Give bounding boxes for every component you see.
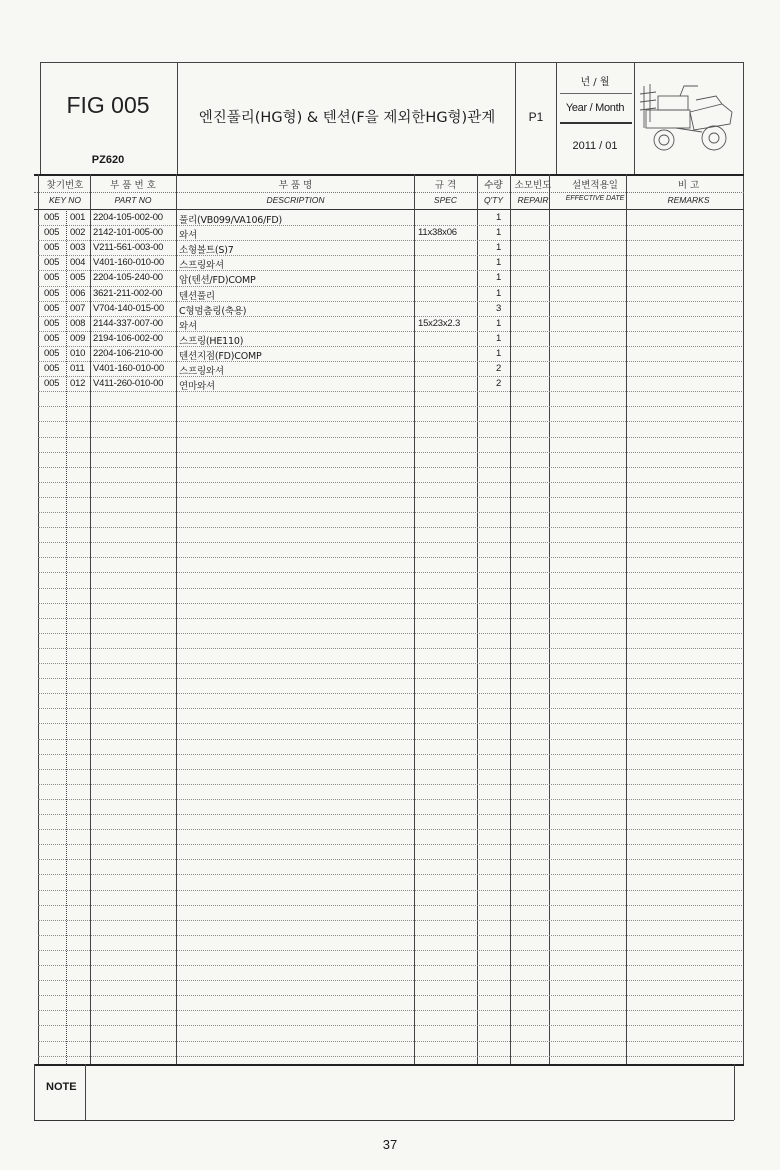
- cell-part-no: 3621-211-002-00: [93, 287, 163, 299]
- cell-fig: 005: [44, 317, 60, 329]
- page-number: 37: [382, 1137, 398, 1152]
- col-line-date-remarks: [626, 174, 627, 1064]
- note-box-left: [34, 1064, 35, 1120]
- row-rule: [38, 391, 742, 392]
- cell-key-no: 005: [70, 272, 86, 284]
- figure-code: FIG 005: [66, 92, 150, 118]
- cell-description: 연마와셔: [179, 381, 215, 393]
- cell-part-no: 2142-101-005-00: [93, 227, 163, 239]
- cell-description: C형멈춤링(축용): [179, 305, 247, 317]
- cell-part-no: 2204-105-002-00: [93, 212, 163, 223]
- row-rule: [38, 557, 742, 558]
- cell-fig: 005: [44, 302, 60, 314]
- cell-key-no: 002: [70, 227, 86, 239]
- row-rule: [38, 346, 742, 347]
- cell-part-no: V401-160-010-00: [93, 363, 164, 374]
- cell-fig: 005: [44, 378, 60, 390]
- col-line-desc-spec: [414, 174, 415, 1064]
- column-header-keyno-kr: 찾기번호: [46, 180, 84, 191]
- row-rule: [38, 1010, 742, 1011]
- year-month-value: 2011 / 01: [572, 140, 618, 152]
- row-rule: [38, 225, 742, 226]
- cell-qty: 3: [496, 302, 502, 314]
- cell-fig: 005: [44, 242, 60, 254]
- table-bottom-rule: [34, 1064, 744, 1066]
- cell-key-no: 009: [70, 332, 86, 344]
- model-code: PZ620: [91, 154, 125, 166]
- column-header-partno: PART NO: [114, 195, 152, 205]
- row-rule: [38, 663, 742, 664]
- cell-qty: 1: [496, 227, 502, 239]
- cell-qty: 1: [496, 272, 502, 284]
- cell-key-no: 010: [70, 347, 86, 359]
- col-line-qty-repair: [510, 174, 511, 1064]
- year-month-label-en: Year / Month: [565, 102, 625, 114]
- row-rule: [38, 633, 742, 634]
- row-rule: [38, 618, 742, 619]
- row-rule: [38, 754, 742, 755]
- frame-right: [743, 62, 744, 1064]
- col-line-repair-date: [549, 174, 550, 1064]
- cell-fig: 005: [44, 272, 60, 284]
- column-header-effective-date-kr: 설변적용일: [572, 180, 618, 191]
- row-rule: [38, 255, 742, 256]
- cell-key-no: 004: [70, 257, 86, 269]
- col-line-left: [38, 174, 39, 1064]
- cell-part-no: V211-561-003-00: [93, 242, 164, 254]
- cell-description: 스프링와셔: [179, 366, 224, 377]
- page-label: P1: [528, 110, 544, 124]
- row-rule: [38, 859, 742, 860]
- row-rule: [38, 829, 742, 830]
- row-rule: [38, 769, 742, 770]
- row-rule: [38, 935, 742, 936]
- cell-fig: 005: [44, 212, 60, 223]
- cell-key-no: 007: [70, 302, 86, 314]
- cell-key-no: 008: [70, 317, 86, 329]
- row-rule: [38, 421, 742, 422]
- row-rule: [38, 905, 742, 906]
- cell-key-no: 011: [70, 363, 85, 374]
- cell-part-no: V411-260-010-00: [93, 378, 164, 390]
- column-header-effective-date: EFFECTIVE DATE: [565, 195, 625, 202]
- cell-description: 암(텐션/FD)COMP: [179, 275, 256, 287]
- column-header-spec-kr: 규 격: [434, 180, 457, 191]
- row-rule: [38, 965, 742, 966]
- row-rule: [38, 588, 742, 589]
- row-rule: [38, 1056, 742, 1057]
- cell-part-no: 2204-105-240-00: [93, 272, 163, 284]
- row-rule: [38, 799, 742, 800]
- cell-key-no: 012: [70, 378, 86, 390]
- row-rule: [38, 890, 742, 891]
- cell-key-no: 003: [70, 242, 86, 254]
- cell-fig: 005: [44, 332, 60, 344]
- header-mid-rule: [34, 192, 744, 193]
- row-rule: [38, 452, 742, 453]
- cell-key-no: 006: [70, 287, 86, 299]
- cell-description: 와셔: [179, 230, 197, 242]
- cell-fig: 005: [44, 257, 60, 269]
- column-header-partno-kr: 부 품 번 호: [110, 180, 156, 191]
- col-line-key-part: [90, 174, 91, 1064]
- cell-fig: 005: [44, 227, 60, 239]
- row-rule: [38, 270, 742, 271]
- row-rule: [38, 406, 742, 407]
- header-bottom-rule: [34, 174, 744, 176]
- cell-part-no: V401-160-010-00: [93, 257, 164, 269]
- row-rule: [38, 467, 742, 468]
- column-header-remarks: REMARKS: [667, 195, 710, 205]
- cell-description: 텐션지점(FD)COMP: [179, 350, 262, 362]
- cell-key-no: 001: [70, 212, 86, 223]
- row-rule: [38, 512, 742, 513]
- cell-qty: 1: [496, 287, 502, 299]
- note-box-bottom: [34, 1120, 734, 1121]
- header-divider-4: [634, 62, 635, 174]
- cell-qty: 1: [496, 242, 502, 254]
- row-rule: [38, 603, 742, 604]
- row-rule: [38, 950, 742, 951]
- cell-spec: 15x23x2.3: [418, 317, 461, 329]
- row-rule: [38, 980, 742, 981]
- row-rule: [38, 527, 742, 528]
- row-rule: [38, 739, 742, 740]
- ym-underline-1: [560, 93, 632, 94]
- row-rule: [38, 572, 742, 573]
- column-header-spec: SPEC: [433, 195, 458, 205]
- column-header-description-kr: 부 품 명: [278, 180, 313, 191]
- cell-qty: 2: [496, 378, 502, 390]
- cell-qty: 1: [496, 332, 502, 344]
- column-header-description: DESCRIPTION: [266, 195, 325, 205]
- cell-fig: 005: [44, 363, 60, 374]
- row-rule: [38, 723, 742, 724]
- row-rule: [38, 482, 742, 483]
- row-rule: [38, 678, 742, 679]
- row-rule: [38, 437, 742, 438]
- rice-transplanter-machine-illustration: [636, 66, 740, 170]
- cell-fig: 005: [44, 347, 60, 359]
- row-rule: [38, 920, 742, 921]
- cell-spec: 11x38x06: [418, 227, 457, 239]
- note-label: NOTE: [46, 1081, 77, 1093]
- cell-description: 스프링와셔: [179, 260, 224, 272]
- year-month-label-kr: 년 / 월: [580, 77, 610, 88]
- column-header-repair-kr: 소모빈도: [514, 180, 552, 191]
- ym-underline-2: [560, 122, 632, 124]
- column-header-qty-kr: 수량: [484, 180, 503, 191]
- col-line-part-desc: [176, 174, 177, 1064]
- cell-qty: 2: [496, 363, 502, 374]
- row-rule: [38, 361, 742, 362]
- note-box-divider: [85, 1064, 86, 1120]
- cell-description: 풀리(VB099/VA106/FD): [179, 215, 283, 226]
- note-box-right: [734, 1064, 735, 1120]
- row-rule: [38, 542, 742, 543]
- row-rule: [38, 1025, 742, 1026]
- cell-description: 스프링(HE110): [179, 335, 244, 347]
- header-under-rule: [34, 209, 744, 210]
- cell-part-no: V704-140-015-00: [93, 302, 164, 314]
- cell-description: 텐션풀리: [179, 290, 215, 302]
- cell-part-no: 2194-106-002-00: [93, 332, 163, 344]
- row-rule: [38, 497, 742, 498]
- row-rule: [38, 784, 742, 785]
- row-rule: [38, 708, 742, 709]
- column-header-keyno: KEY NO: [49, 195, 81, 205]
- row-rule: [38, 376, 742, 377]
- column-header-qty: Q'TY: [483, 195, 504, 205]
- cell-fig: 005: [44, 287, 60, 299]
- row-rule: [38, 648, 742, 649]
- row-rule: [38, 995, 742, 996]
- cell-qty: 1: [496, 212, 502, 223]
- cell-part-no: 2144-337-007-00: [93, 317, 163, 329]
- cell-description: 소형볼트(S)7: [179, 245, 234, 257]
- cell-qty: 1: [496, 317, 502, 329]
- col-line-spec-qty: [477, 174, 478, 1064]
- row-rule: [38, 844, 742, 845]
- row-rule: [38, 1041, 742, 1042]
- page-title: 엔진풀리(HG형) & 텐션(F을 제외한HG형)관계: [198, 110, 496, 126]
- cell-qty: 1: [496, 257, 502, 269]
- row-rule: [38, 874, 742, 875]
- frame-top: [40, 62, 744, 63]
- cell-qty: 1: [496, 347, 502, 359]
- cell-part-no: 2204-106-210-00: [93, 347, 163, 359]
- row-rule: [38, 240, 742, 241]
- row-rule: [38, 814, 742, 815]
- column-header-repair: REPAIR: [517, 195, 549, 205]
- cell-description: 와셔: [179, 320, 197, 332]
- row-rule: [38, 693, 742, 694]
- column-header-remarks-kr: 비 고: [677, 180, 700, 191]
